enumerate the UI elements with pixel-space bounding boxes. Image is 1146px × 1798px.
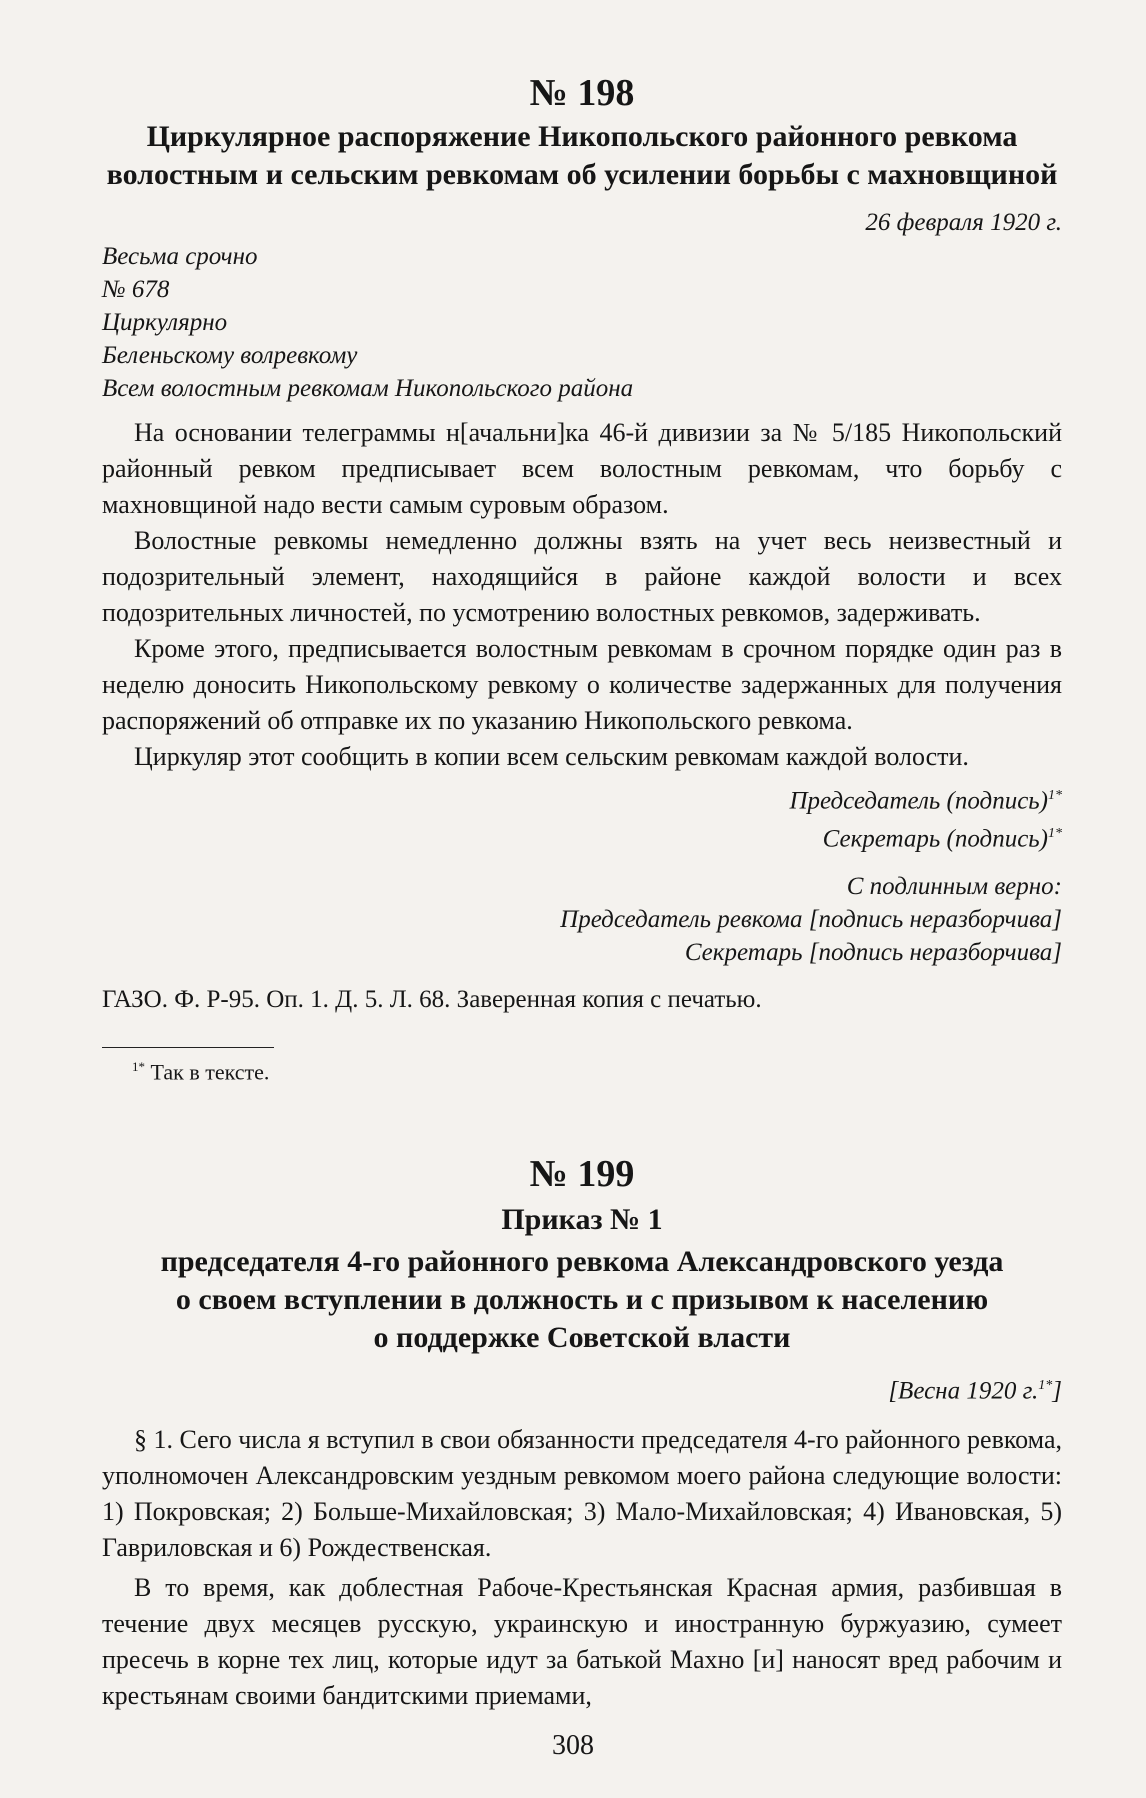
header-block	[102, 240, 1062, 405]
title-line: Циркулярное распоряжение Никопольского районного ревкома	[146, 120, 1018, 153]
certified-line: С подлинным верно:	[846, 872, 1062, 900]
document-date: 26 февраля 1920 г.	[865, 209, 1062, 236]
document-number: № 198	[529, 72, 635, 114]
document-date: [Весна 1920 г.$^{1*}$]	[888, 1377, 1062, 1405]
document-title	[102, 1243, 1062, 1357]
footnote-mark: 1*	[1038, 1377, 1053, 1393]
title-line: волостным и сельским ревкомам об усилении борьбы с махновщиной	[106, 158, 1058, 191]
footnote-divider	[102, 1047, 274, 1048]
paragraph: Кроме этого, предписывается волостным ревкомам в срочном порядке один раз в неделю доносить Никопольскому ревкому о количестве задержанных для получения распоряжений об отправке их по указанию Никопольского ревкома.	[102, 634, 1062, 735]
signature-line: Председатель (подпись)$^{1*}$	[789, 787, 1062, 815]
order-title: Приказ № 1	[501, 1202, 663, 1236]
footnote: $^{1*}$ Так в тексте.	[132, 1058, 270, 1084]
signatures	[102, 779, 1062, 856]
title-line: о поддержке Советской власти	[373, 1320, 791, 1354]
paragraph: § 1. Сего числа я вступил в свои обязанности председателя 4-го районного ревкома, уполномочен Александровским уездным ревкомом моего района следующие волости: 1) Покровская; 2) Больше-Михайловская; 3) Мало-Михайловская; 4) Ивановская, 5) Гавриловская и 6) Рождественская.	[102, 1425, 1062, 1563]
page-number: 308	[552, 1730, 594, 1761]
header-line: Беленьскому волревкому	[102, 342, 358, 369]
paragraph: Циркуляр этот сообщить в копии всем сельским ревкомам каждой волости.	[134, 742, 969, 771]
footnote-mark: 1*	[132, 1058, 145, 1074]
body-text	[102, 415, 1062, 775]
paragraph: На основании телеграммы н[ачальни]ка 46-й дивизии за № 5/185 Никопольский районный ревком предписывает всем волостным ревкомам, что борьбу с махновщиной надо вести самым суровым образом.	[102, 418, 1062, 519]
certified-line: Председатель ревкома [подпись неразборчива]	[560, 905, 1062, 933]
document-page	[102, 72, 1062, 1714]
header-line: Всем волостным ревкомам Никопольского района	[102, 375, 634, 402]
paragraph: В то время, как доблестная Рабоче-Крестьянская Красная армия, разбившая в течение двух месяцев русскую, украинскую и иностранную буржуазию, сумеет пресечь в корне тех лиц, которые идут за батькой Махно [и] наносят вред рабочим и крестьянам своими бандитскими приемами,	[102, 1573, 1062, 1711]
document-number: № 199	[529, 1152, 635, 1195]
title-line: председателя 4-го районного ревкома Александровского уезда	[160, 1244, 1004, 1278]
certified-line: Секретарь [подпись неразборчива]	[684, 938, 1062, 966]
title-line: о своем вступлении в должность и с призывом к населению	[175, 1282, 989, 1316]
certification	[102, 870, 1062, 969]
signature-line: Секретарь (подпись)$^{1*}$	[822, 825, 1062, 853]
archive-source: ГАЗО. Ф. Р-95. Оп. 1. Д. 5. Л. 68. Заверенная копия с печатью.	[102, 985, 762, 1013]
paragraph: Волостные ревкомы немедленно должны взять на учет весь неизвестный и подозрительный элемент, находящийся в районе каждой волости и всех подозрительных личностей, по усмотрению волостных ревкомов, задерживать.	[102, 526, 1062, 627]
header-line: Весьма срочно	[102, 243, 258, 270]
footnote-mark: 1*	[1048, 788, 1062, 803]
header-line: Циркулярно	[102, 309, 228, 336]
body-text	[102, 1422, 1062, 1714]
header-line: № 678	[102, 276, 170, 303]
document-199	[102, 1153, 1062, 1714]
footnote-mark: 1*	[1048, 826, 1062, 842]
document-title	[102, 118, 1062, 194]
